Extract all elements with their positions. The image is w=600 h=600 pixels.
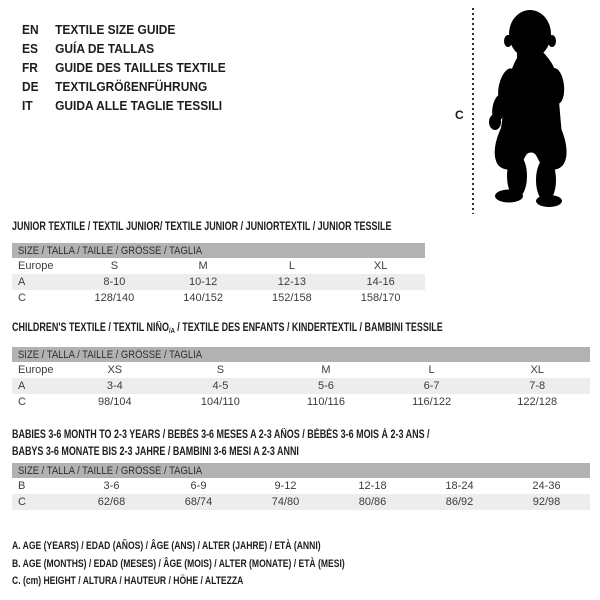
size-header-text: SIZE / TALLA / TAILLE / GRÖSSE / TAGLIA: [18, 464, 203, 477]
legend: [12, 538, 439, 591]
size-header-text: SIZE / TALLA / TAILLE / GRÖSSE / TAGLIA: [18, 244, 203, 257]
language-code: EN: [22, 22, 39, 37]
language-code: DE: [22, 79, 39, 94]
age-cell: 24-36: [532, 480, 561, 492]
age-cell: 12-13: [277, 276, 306, 288]
height-cell: 80/86: [358, 496, 387, 508]
size-cell: XS: [107, 364, 123, 376]
table-row-height: [12, 394, 590, 410]
table-row-height: [12, 494, 590, 510]
age-cell: 10-12: [189, 276, 218, 288]
table-row-height: [12, 290, 425, 306]
height-cell: 68/74: [184, 496, 213, 508]
size-cell: XL: [373, 260, 388, 272]
babies-section-title-line1: BABIES 3-6 MONTH TO 2-3 YEARS / BEBÉS 3-6 MESES A 2-3 AÑOS / BÉBÉS 3-6 MOIS À 2-3 ANS /: [12, 429, 430, 441]
children-title-part1: CHILDREN'S TEXTILE / TEXTIL NIÑO: [12, 322, 169, 334]
size-cell: M: [321, 364, 331, 376]
language-row: [22, 20, 226, 39]
row-label: C: [18, 292, 26, 304]
size-cell: L: [288, 260, 295, 272]
height-cell: 116/122: [412, 396, 452, 408]
height-cell: 158/170: [360, 292, 401, 304]
language-code: FR: [22, 60, 38, 75]
row-label: A: [18, 380, 26, 392]
children-size-header-bar: [12, 347, 590, 362]
babies-size-header-bar: [12, 463, 590, 478]
age-cell: 4-5: [212, 380, 229, 392]
size-cell: M: [198, 260, 208, 272]
children-title-part2: / TEXTILE DES ENFANTS / KINDERTEXTIL / BAMBINI TESSILE: [174, 322, 443, 334]
row-label: Europe: [18, 364, 54, 376]
size-cell: S: [110, 260, 119, 272]
row-label: A: [18, 276, 26, 288]
height-cell: 122/128: [517, 396, 558, 408]
size-cell: L: [428, 364, 435, 376]
height-cell: 62/68: [97, 496, 126, 508]
babies-section: [12, 427, 590, 510]
age-cell: 6-7: [423, 380, 440, 392]
baby-silhouette-icon: [484, 8, 580, 208]
size-cell: XL: [530, 364, 544, 376]
row-label: C: [18, 496, 26, 508]
legend-line-b: B. AGE (MONTHS) / EDAD (MESES) / ÂGE (MOIS) / ALTER (MONATE) / ETÀ (MESI): [12, 557, 345, 570]
language-label: GUIDA ALLE TAGLIE TESSILI: [55, 98, 223, 113]
age-cell: 6-9: [190, 480, 207, 492]
junior-section: [12, 221, 425, 306]
age-cell: 12-18: [358, 480, 387, 492]
table-row-age: [12, 274, 425, 290]
language-row: [22, 58, 226, 77]
size-header-text: SIZE / TALLA / TAILLE / GRÖSSE / TAGLIA: [18, 348, 203, 361]
junior-size-header-bar: [12, 243, 425, 258]
age-cell: 3-4: [106, 380, 123, 392]
height-measure-dotted-line: [472, 8, 474, 214]
table-row-europe: [12, 258, 425, 274]
age-cell: 18-24: [445, 480, 474, 492]
height-cell: 86/92: [445, 496, 474, 508]
table-row-age-months: [12, 478, 590, 494]
language-list: [22, 20, 243, 115]
height-cell: 98/104: [97, 396, 132, 408]
language-row: [22, 77, 226, 96]
language-label: GUÍA DE TALLAS: [55, 41, 155, 56]
table-row-europe: [12, 362, 590, 378]
age-cell: 8-10: [103, 276, 126, 288]
row-label: C: [18, 396, 26, 408]
language-label: GUIDE DES TAILLES TEXTILE: [55, 60, 226, 75]
legend-line-c: C. (cm) HEIGHT / ALTURA / HAUTEUR / HÖHE / ALTEZZA: [12, 575, 244, 587]
row-label: B: [18, 480, 26, 492]
height-cell: 110/116: [306, 396, 346, 408]
language-row: [22, 39, 226, 58]
language-label: TEXTILE SIZE GUIDE: [55, 22, 176, 37]
height-cell: 74/80: [271, 496, 300, 508]
height-measure-label: C: [455, 108, 464, 122]
row-label: Europe: [18, 260, 54, 272]
age-cell: 9-12: [274, 480, 297, 492]
size-cell: S: [216, 364, 225, 376]
legend-line-a: A. AGE (YEARS) / EDAD (AÑOS) / ÂGE (ANS) / ALTER (JAHRE) / ETÀ (ANNI): [12, 540, 321, 552]
age-cell: 3-6: [103, 480, 120, 492]
language-code: IT: [22, 98, 33, 113]
babies-section-title-line2: BABYS 3-6 MONATE BIS 2-3 JAHRE / BAMBINI 3-6 MESI A 2-3 ANNI: [12, 446, 299, 458]
children-section-title: [12, 322, 463, 334]
children-title-subscript: /A: [168, 326, 175, 335]
height-cell: 128/140: [94, 292, 135, 304]
table-row-age: [12, 378, 590, 394]
children-section: [12, 322, 590, 410]
height-cell: 140/152: [183, 292, 223, 304]
height-cell: 104/110: [200, 396, 240, 408]
language-row: [22, 96, 226, 115]
language-label: TEXTILGRÖßENFÜHRUNG: [55, 79, 208, 94]
height-cell: 152/158: [271, 292, 312, 304]
age-cell: 5-6: [318, 380, 334, 392]
age-cell: 14-16: [366, 276, 395, 288]
language-code: ES: [22, 41, 38, 56]
height-cell: 92/98: [532, 496, 561, 508]
age-cell: 7-8: [529, 380, 546, 392]
junior-section-title: JUNIOR TEXTILE / TEXTIL JUNIOR/ TEXTILE JUNIOR / JUNIORTEXTIL / JUNIOR TESSILE: [12, 221, 392, 233]
